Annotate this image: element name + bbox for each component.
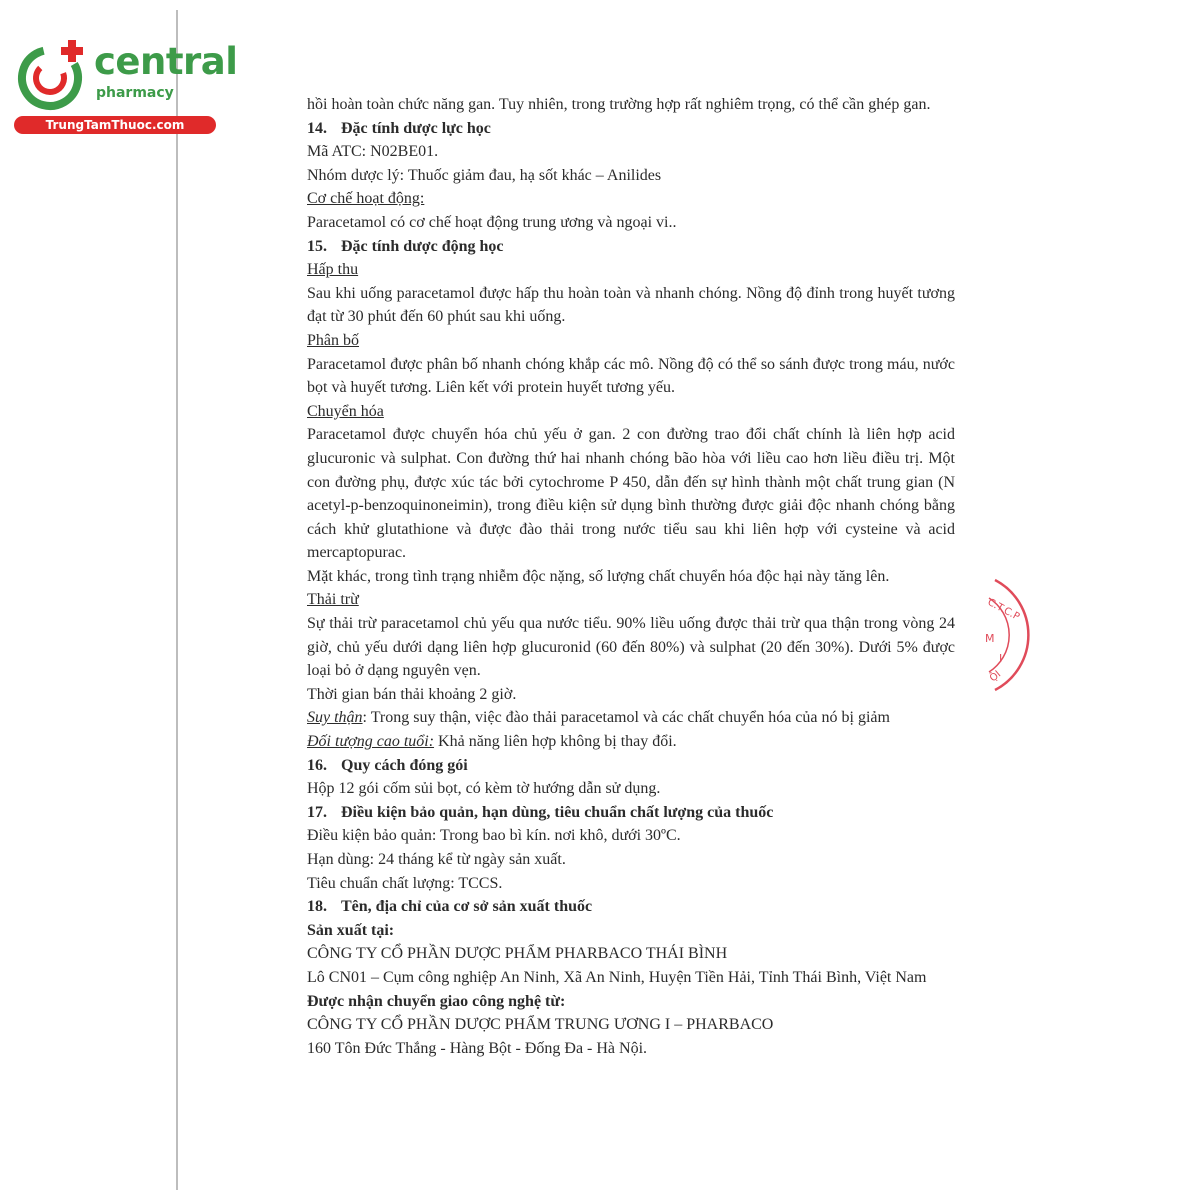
distribution-label: Phân bố [307,331,359,349]
pharmacological-group: Nhóm dược lý: Thuốc giảm đau, hạ sốt khác – Anilides [307,166,662,184]
elderly-patients [307,730,955,754]
svg-text:I: I [999,652,1003,665]
brand-name: central [94,40,238,83]
absorption-text: Sau khi uống paracetamol được hấp thu hoàn toàn và nhanh chóng. Nồng độ đỉnh trong huyết tương đạt từ 30 phút đến 60 phút sau khi uống. [307,284,955,326]
section-16-heading: 16. Quy cách đóng gói [307,756,468,774]
section-14-heading: 14. Đặc tính dược lực học [307,119,491,137]
svg-text:C.T.C.P: C.T.C.P [985,596,1022,623]
atc-code: Mã ATC: N02BE01. [307,143,439,161]
brand-subtitle: pharmacy [96,85,174,101]
elimination-text: Sự thải trừ paracetamol chủ yếu qua nước tiểu. 90% liều uống được thải trừ qua thận trong vòng 24 giờ, chủ yếu dưới dạng liên hợp glucuronid (60 đến 80%) và sulphat (20 đến 30%). Dưới 5% được loại bỏ ở dạng nguyên vẹn. [307,615,955,680]
renal-text: : Trong suy thận, việc đào thải paracetamol và các chất chuyển hóa của nó bị giảm [362,709,890,727]
absorption-label: Hấp thu [307,261,359,279]
section-17-heading: 17. Điều kiện bảo quản, hạn dùng, tiêu chuẩn chất lượng của thuốc [307,803,774,821]
made-at-label: Sản xuất tại: [307,921,395,939]
section-15-heading: 15. Đặc tính dược động học [307,237,504,255]
packaging-text: Hộp 12 gói cốm sủi bọt, có kèm tờ hướng dẫn sử dụng. [307,780,661,798]
transfer-label: Được nhận chuyển giao công nghệ từ: [307,992,566,1010]
page-edge-line [176,10,178,1190]
svg-text:M: M [985,632,995,645]
renal-impairment [307,706,955,730]
intro-paragraph: hồi hoàn toàn chức năng gan. Tuy nhiên, trong trường hợp rất nghiêm trọng, có thể cần ghép gan. [307,96,931,113]
leaflet-content [307,93,955,1060]
mechanism-text: Paracetamol có cơ chế hoạt động trung ương và ngoại vi.. [307,213,677,231]
metabolism-text-2: Mặt khác, trong tình trạng nhiễm độc nặng, số lượng chất chuyển hóa độc hại này tăng lên. [307,567,890,585]
mechanism-label: Cơ chế hoạt động: [307,190,425,208]
renal-label: Suy thận [307,709,363,727]
svg-text:ỘI: ỘI [987,668,1004,685]
metabolism-label: Chuyển hóa [307,402,384,420]
maker-address: Lô CN01 – Cụm công nghiệp An Ninh, Xã An Ninh, Huyện Tiền Hải, Tỉnh Thái Bình, Việt Nam [307,968,927,986]
central-pharmacy-logo[interactable] [8,36,238,136]
half-life-text: Thời gian bán thải khoảng 2 giờ. [307,685,517,703]
distribution-text: Paracetamol được phân bố nhanh chóng khắp các mô. Nồng độ có thể so sánh được trong máu, nước bọt và huyết tương. Liên kết với protein huyết tương yếu. [307,355,955,397]
transfer-company-name: CÔNG TY CỔ PHẦN DƯỢC PHẨM TRUNG ƯƠNG I – PHARBACO [307,1016,774,1034]
quality-standard: Tiêu chuẩn chất lượng: TCCS. [307,874,503,892]
transfer-company-address: 160 Tôn Đức Thắng - Hàng Bột - Đống Đa - Hà Nội. [307,1039,648,1057]
section-18-heading: 18. Tên, địa chỉ của cơ sở sản xuất thuốc [307,898,593,916]
pharmacy-cross-icon [14,38,90,114]
storage-conditions: Điều kiện bảo quản: Trong bao bì kín. nơi khô, dưới 30ºC. [307,827,681,845]
elimination-label: Thải trừ [307,591,359,609]
shelf-life: Hạn dùng: 24 tháng kể từ ngày sản xuất. [307,851,566,868]
metabolism-text: Paracetamol được chuyển hóa chủ yếu ở gan. 2 con đường trao đổi chất chính là liên hợp acid glucuronic và sulphat. Con đường thứ hai nhanh chóng bão hòa với liều cao hơn liều điều trị. Một con đường phụ, được xúc tác bởi cytochrome P 450, dẫn đến sự hình thành một chất trung gian (N acetyl-p-benzoquinoneimin), trong điều kiện sử dụng bình thường được giải độc nhanh chóng bằng cách khử glutathione và được đào thải trong nước tiểu sau khi liên hợp với cysteine và acid mercaptopurac. [307,426,955,562]
maker-name: CÔNG TY CỔ PHẦN DƯỢC PHẨM PHARBACO THÁI BÌNH [307,945,728,963]
elderly-text: Khả năng liên hợp không bị thay đổi. [434,733,677,751]
elderly-label: Đối tượng cao tuổi: [307,733,435,751]
company-stamp [985,570,1045,700]
website-badge[interactable]: TrungTamThuoc.com [14,116,216,134]
